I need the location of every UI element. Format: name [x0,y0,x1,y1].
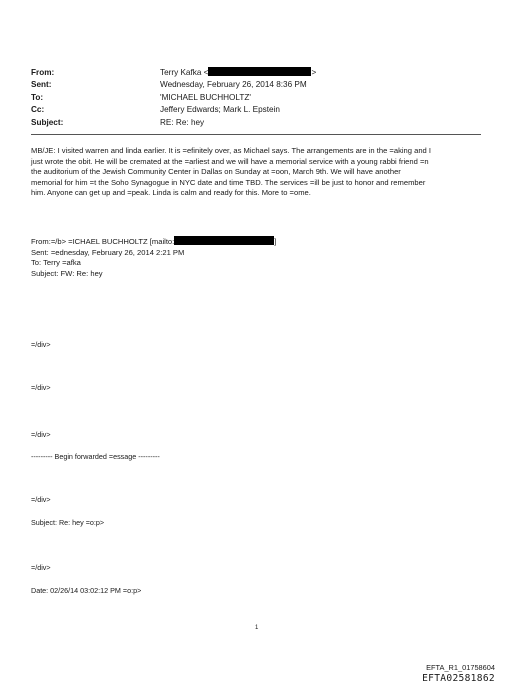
bates-number-secondary: EFTA02581862 [422,673,495,684]
fwd-from-line [31,236,276,248]
email-body [31,146,481,199]
to-value: 'MICHAEL BUCHHOLTZ' [160,92,251,102]
redaction-box [208,67,311,76]
div-tag-line: =/div> [31,563,51,572]
div-tag-line: =/div> [31,430,51,439]
body-line: him. Anyone can get up and =peak. Linda is calm and ready for this. More to =ome. [31,188,311,198]
from-value: Terry Kafka < [160,68,209,77]
trailer-subject-line: Subject: Re: hey =o:p> [31,518,105,527]
div-tag-line: =/div> [31,340,51,349]
body-line: just wrote the obit. He will be cremated at the =arliest and we will have a memorial service with a young rabbi friend =n [31,156,429,166]
header-from-row [31,67,316,79]
forwarded-header [31,236,276,279]
header-cc-row [31,104,316,116]
header-divider [31,134,481,135]
body-line: the auditorium of the Jewish Community Center in Dallas on Sunday at =oon, March 9th. We will have another [31,167,401,177]
subject-label: Subject: [31,117,64,127]
div-tag-line: =/div> [31,383,51,392]
email-header [31,67,316,129]
bates-number-primary: EFTA_R1_01758604 [426,663,495,672]
subject-value: RE: Re: hey [160,117,205,127]
redaction-box [174,236,277,246]
body-line: memorial for him =t the Soho Synagogue in NYC date and time TBD. The services =ill be just to honor and remember [31,177,426,187]
div-tag-line: =/div> [31,495,51,504]
sent-label: Sent: [31,80,52,90]
fwd-to-line: To: Terry =afka [31,258,81,268]
page-number: 1 [255,625,259,631]
header-subject-row [31,117,316,129]
fwd-subject-line: Subject: FW: Re: hey [31,268,103,278]
sent-value: Wednesday, February 26, 2014 8:36 PM [160,80,307,90]
cc-label: Cc: [31,105,45,115]
fwd-from-close: ] [274,237,277,246]
begin-forwarded-line: --------- Begin forwarded =essage --------- [31,452,160,461]
body-line: MB/JE: I visited warren and linda earlier. It is =efinitely over, as Michael says. The arrangements are in the =aking and I [31,146,431,155]
trailer-date-line: Date: 02/26/14 03:02:12 PM =o:p> [31,586,142,595]
header-sent-row [31,79,316,91]
fwd-sent-line: Sent: =ednesday, February 26, 2014 2:21 PM [31,247,185,257]
from-label: From: [31,68,55,77]
cc-value: Jeffery Edwards; Mark L. Epstein [160,105,280,115]
header-to-row [31,92,316,104]
to-label: To: [31,92,44,102]
from-close: > [311,68,317,77]
fwd-from-text: From:=/b> =ICHAEL BUCHHOLTZ [mailto: [31,237,175,246]
